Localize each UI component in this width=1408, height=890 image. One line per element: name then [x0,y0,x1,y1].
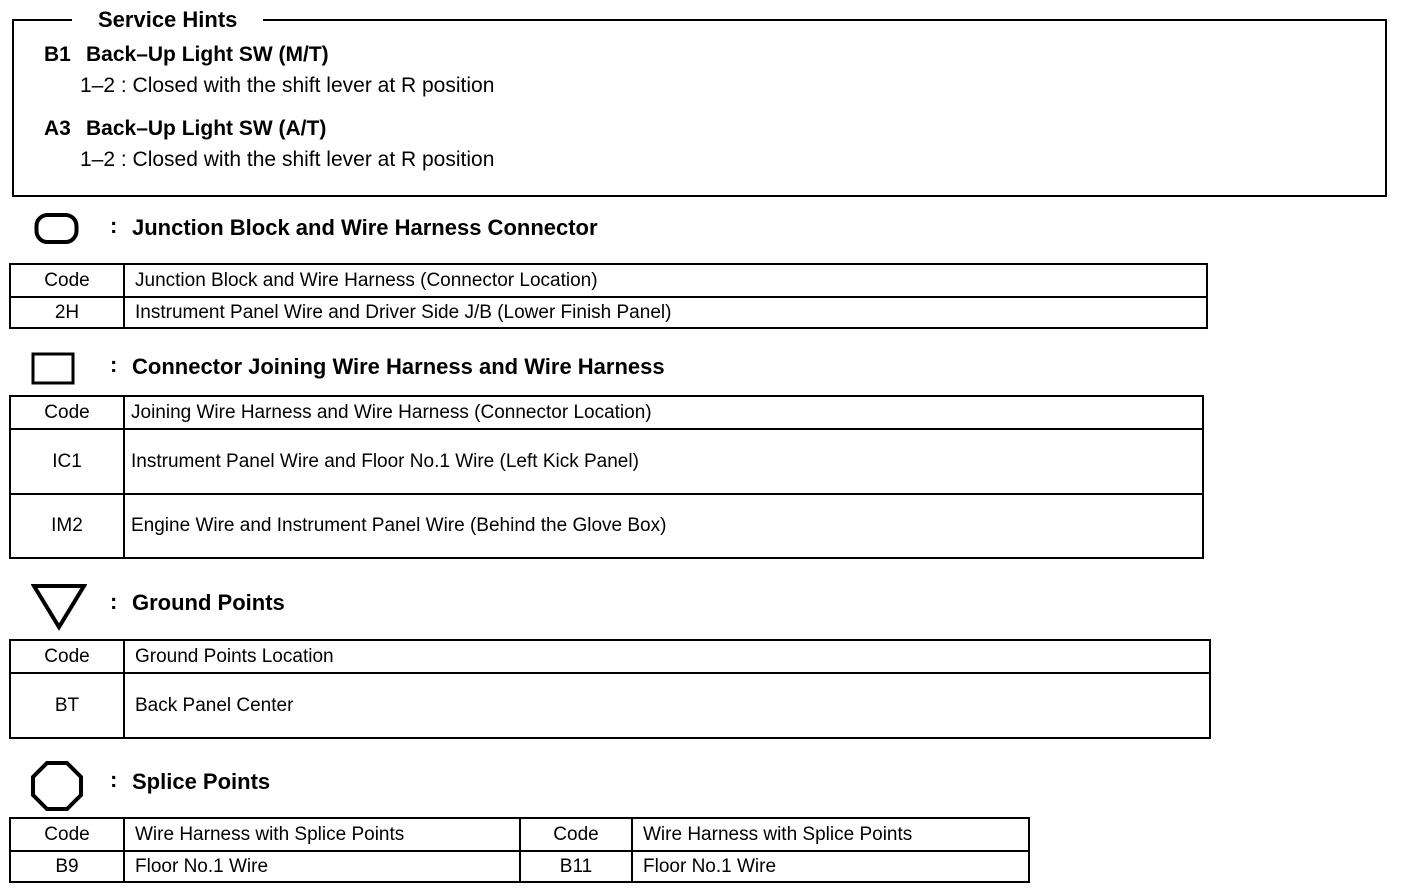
hint-item-detail: 1–2 : Closed with the shift lever at R position [80,148,495,171]
section-colon: : [110,352,118,377]
table-header-row [10,396,1203,429]
cell-code: IC1 [10,429,124,494]
rounded-rectangle-icon [34,212,80,246]
down-triangle-icon [31,583,87,631]
section-colon: : [110,589,118,614]
hint-item-detail: 1–2 : Closed with the shift lever at R position [80,74,495,97]
header-harness: Wire Harness with Splice Points [632,818,1029,851]
cell-harness: Floor No.1 Wire [632,851,1029,882]
section-colon: : [110,767,118,792]
cell-location: Back Panel Center [124,673,1210,738]
octagon-icon [30,760,84,812]
header-code: Code [10,264,124,297]
junction-table [9,263,1208,329]
table-header-row [10,818,1029,851]
section-title-ground: Ground Points [132,590,285,615]
splice-table [9,817,1030,883]
header-code: Code [10,818,124,851]
ground-table [9,639,1211,739]
header-location: Ground Points Location [124,640,1210,673]
table-row [10,494,1203,558]
section-title-splice: Splice Points [132,769,271,794]
connector-table [9,395,1204,559]
cell-location: Engine Wire and Instrument Panel Wire (Behind the Glove Box) [124,494,1203,558]
hint-item-heading [44,116,326,142]
cell-code: B9 [10,851,124,882]
header-location: Joining Wire Harness and Wire Harness (Connector Location) [124,396,1203,429]
rectangle-icon [31,352,75,386]
table-header-row [10,264,1207,297]
cell-code: 2H [10,297,124,328]
cell-location: Instrument Panel Wire and Floor No.1 Wire (Left Kick Panel) [124,429,1203,494]
table-row [10,673,1210,738]
hint-item-name: Back–Up Light SW (A/T) [86,117,327,140]
cell-code: BT [10,673,124,738]
cell-location: Instrument Panel Wire and Driver Side J/B (Lower Finish Panel) [124,297,1207,328]
hint-item-code: B1 [44,43,71,66]
hint-item-code: A3 [44,117,71,140]
hint-item-name: Back–Up Light SW (M/T) [86,43,329,66]
table-row [10,429,1203,494]
header-harness: Wire Harness with Splice Points [124,818,520,851]
cell-code: IM2 [10,494,124,558]
table-row [10,297,1207,328]
cell-code: B11 [520,851,632,882]
hint-item-heading [44,42,329,68]
table-row [10,851,1029,882]
header-location: Junction Block and Wire Harness (Connector Location) [124,264,1207,297]
cell-harness: Floor No.1 Wire [124,851,520,882]
service-hints-title: Service Hints [72,6,263,34]
section-colon: : [110,213,118,238]
section-title-connector: Connector Joining Wire Harness and Wire Harness [132,354,665,379]
header-code: Code [520,818,632,851]
header-code: Code [10,396,124,429]
table-header-row [10,640,1210,673]
header-code: Code [10,640,124,673]
section-title-junction: Junction Block and Wire Harness Connector [132,215,598,240]
